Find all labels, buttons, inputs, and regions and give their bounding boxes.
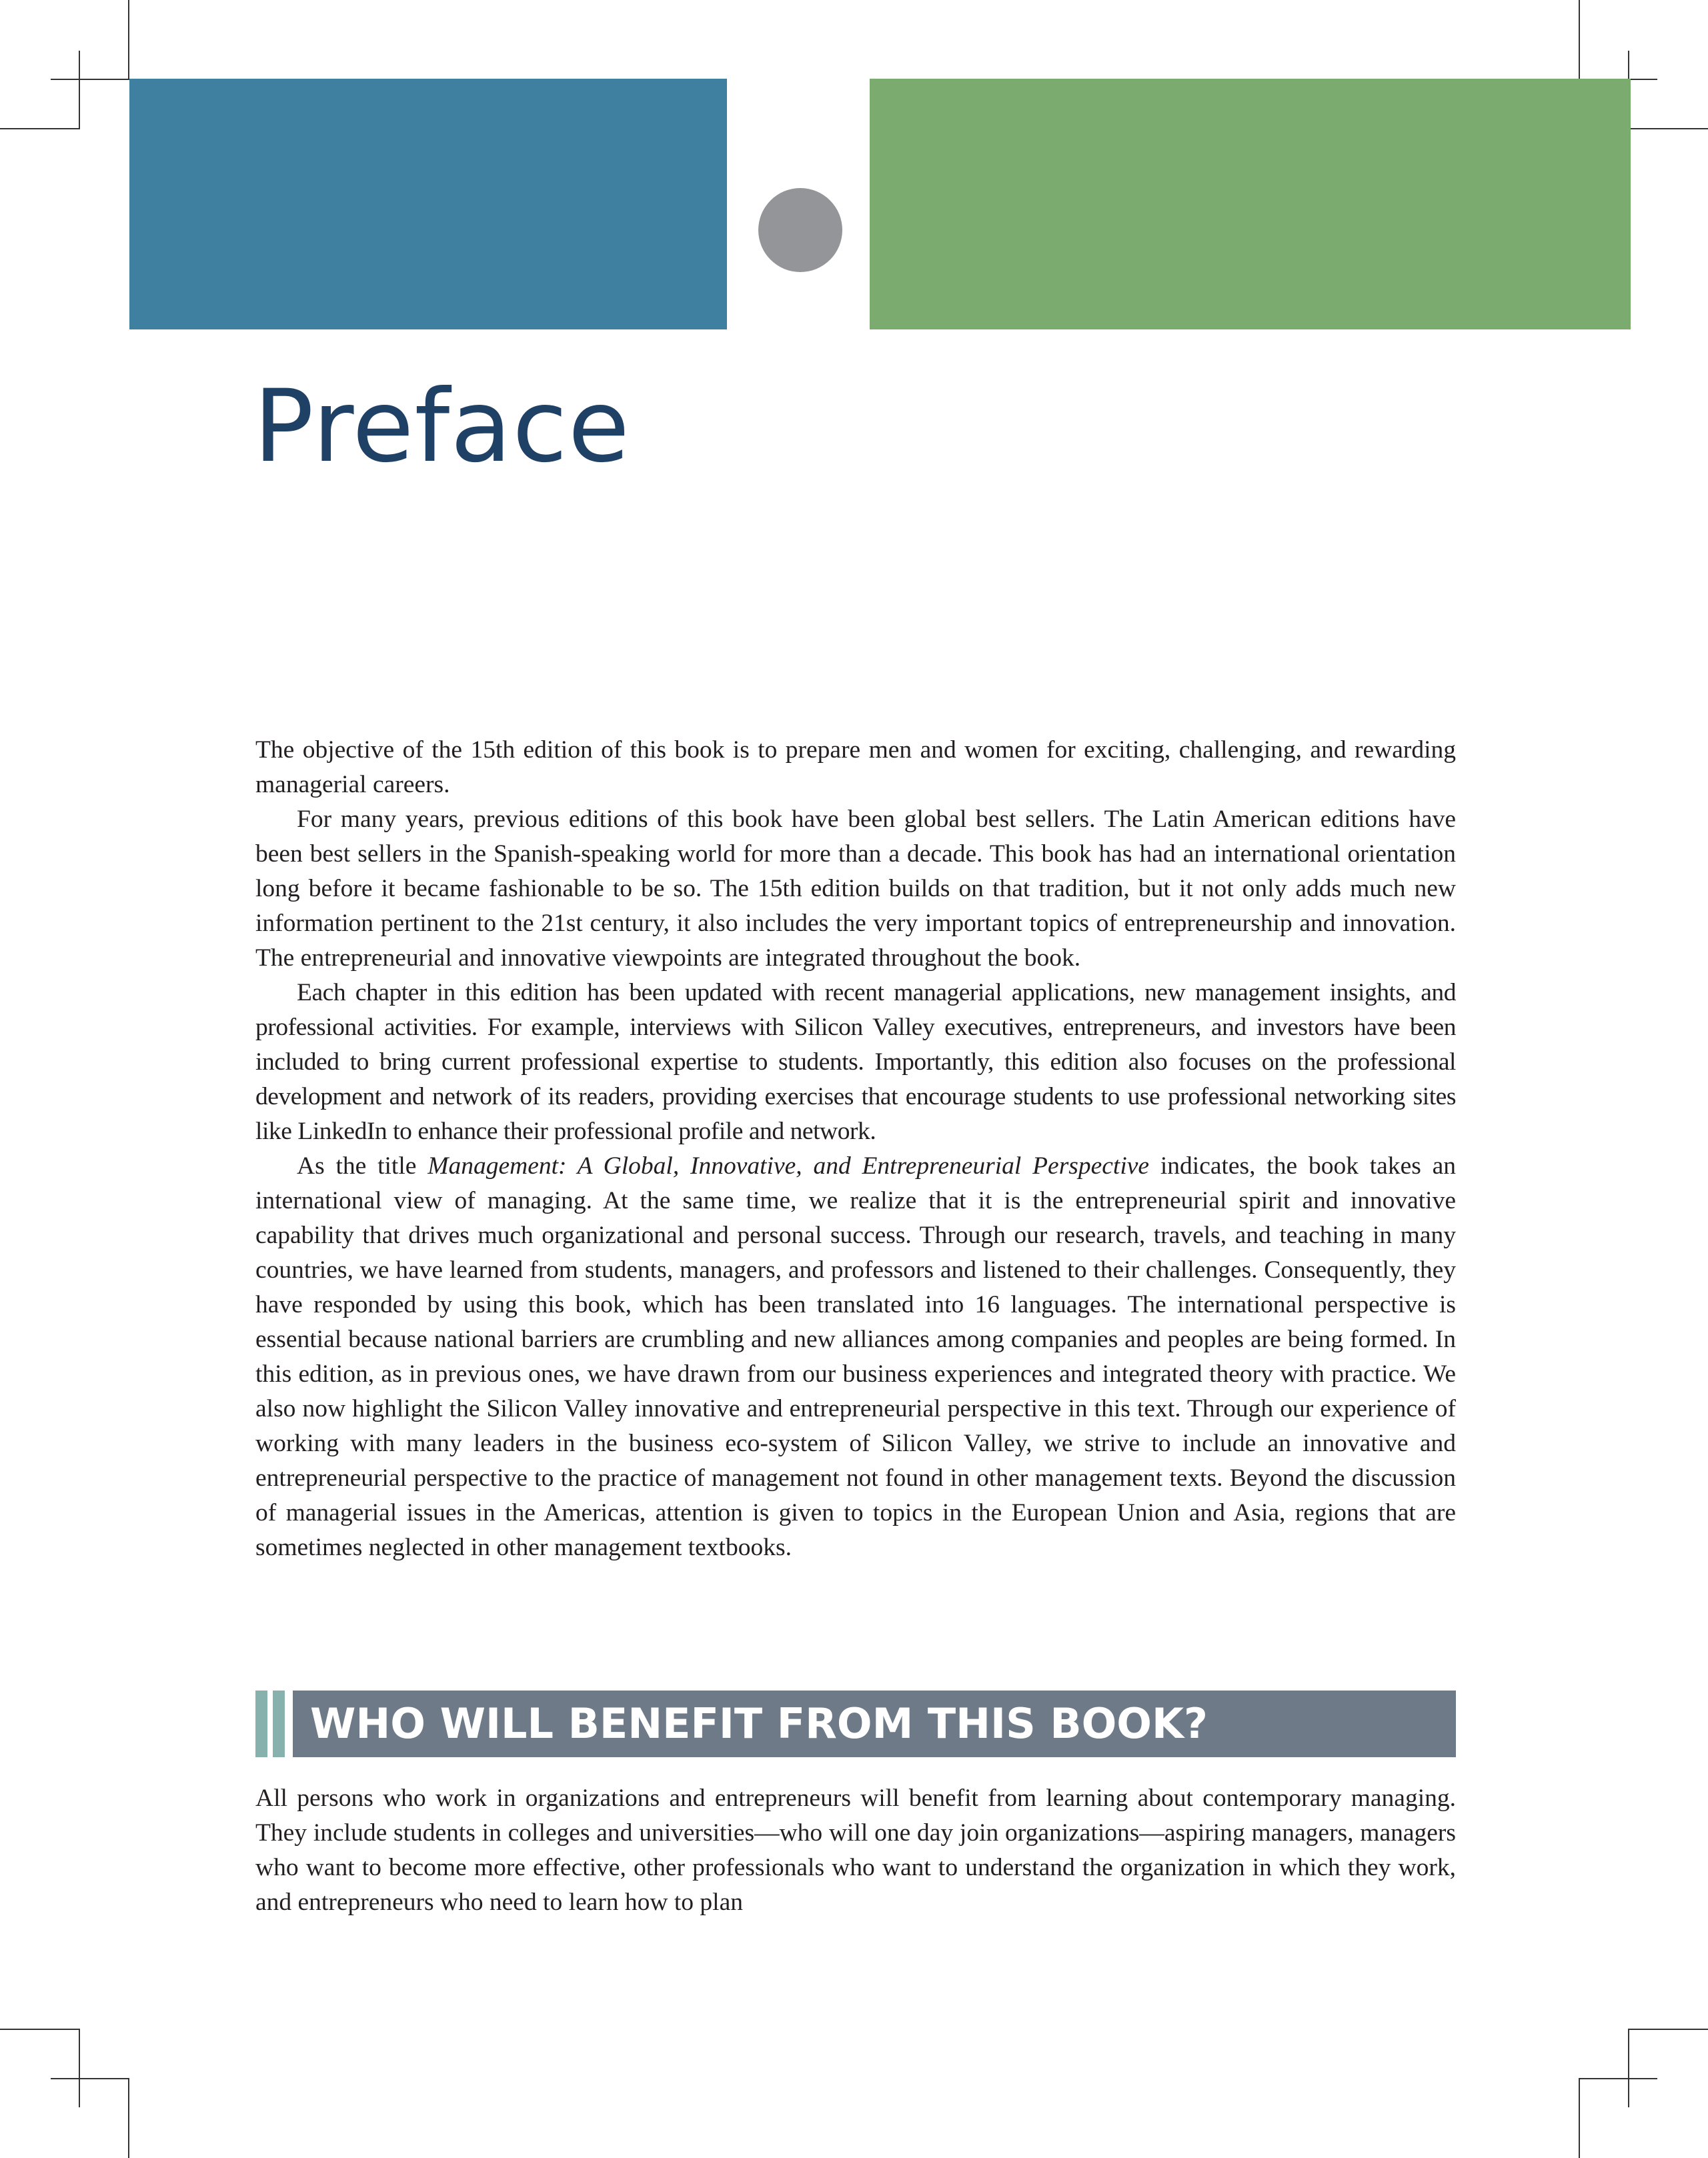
paragraph-body: indicates, the book takes an international view of managing. At the same time, we realize that it is the entrepreneurial spirit and innovative capability that drives much organizational and personal success. Through our research, travels, and teaching in many countries, we have learned from students, managers, and professors and listened to their challenges. Consequently, they have responded by using this book, which has been translated into 16 languages. The international perspective is essential because national barriers are crumbling and new alliances among companies and peoples are being formed. In this edition, as in previous ones, we have drawn from our business experiences and integrated theory with practice. We also now highlight the Silicon Valley innovative and entrepreneurial perspective in this text. Through our experience of working with many leaders in the business eco-system of Silicon Valley, we strive to include an innovative and entrepreneurial perspective to the practice of management not found in other management texts. Beyond the discussion of managerial issues in the Americas, attention is given to topics in the European Union and Asia, regions that are sometimes neglected in other management textbooks.	[255, 1152, 1457, 1561]
crop-mark	[1579, 2078, 1657, 2079]
paragraph	[255, 1149, 1456, 1565]
paragraph: For many years, previous editions of this book have been global best sellers. The Latin American editions have been best sellers in the Spanish-speaking world for more than a decade. This book has had an international orientation long before it became fashionable to be so. The 15th edition builds on that tradition, but it not only adds much new information pertinent to the 21st century, it also includes the very important topics of entrepreneurship and innovation. The entrepreneurial and innovative viewpoints are integrated throughout the book.	[255, 806, 1456, 972]
heading-box	[293, 1691, 1456, 1757]
intro-text	[255, 733, 1456, 1565]
paragraph-lead: As the title	[297, 1152, 428, 1180]
section-heading: WHO WILL BENEFIT FROM THIS BOOK?	[310, 1699, 1208, 1748]
header-green-band	[870, 79, 1631, 329]
crop-mark	[1629, 2029, 1708, 2030]
crop-mark	[128, 0, 129, 79]
page-title: Preface	[253, 369, 630, 485]
paragraph: Each chapter in this edition has been updated with recent managerial applications, new management insights, and professional activities. For example, interviews with Silicon Valley executives, entrepreneurs, and investors have been included to bring current professional expertise to students. Importantly, this edition also focuses on the professional development and network of its readers, providing exercises that encourage students to use professional networking sites like LinkedIn to enhance their professional profile and network.	[255, 979, 1456, 1145]
paragraph: All persons who work in organizations and entrepreneurs will benefit from learning about contemporary managing. They include students in colleges and universities—who will one day join organizations—aspiring managers, managers who want to become more effective, other professionals who want to understand the organization in which they work, and entrepreneurs who need to learn how to plan	[255, 1785, 1456, 1916]
book-title: Management: A Global, Innovative, and Entrepreneurial Perspective	[428, 1152, 1150, 1180]
header-gray-dot	[758, 188, 842, 272]
crop-mark	[51, 2078, 129, 2079]
crop-mark	[1579, 0, 1580, 79]
crop-mark	[0, 128, 79, 129]
crop-mark	[1579, 2079, 1580, 2158]
heading-accent-bar	[255, 1691, 267, 1757]
section-text	[255, 1781, 1456, 1920]
crop-mark	[0, 2029, 79, 2030]
heading-accent-bar	[273, 1691, 285, 1757]
paragraph: The objective of the 15th edition of this book is to prepare men and women for exciting, challenging, and rewarding managerial careers.	[255, 736, 1456, 798]
crop-mark	[51, 79, 129, 80]
crop-mark	[1629, 128, 1708, 129]
crop-mark	[1628, 2029, 1629, 2107]
section-heading-banner	[255, 1691, 1456, 1757]
crop-mark	[79, 51, 80, 129]
crop-mark	[128, 2079, 129, 2158]
crop-mark	[79, 2029, 80, 2107]
header-blue-band	[129, 79, 727, 329]
